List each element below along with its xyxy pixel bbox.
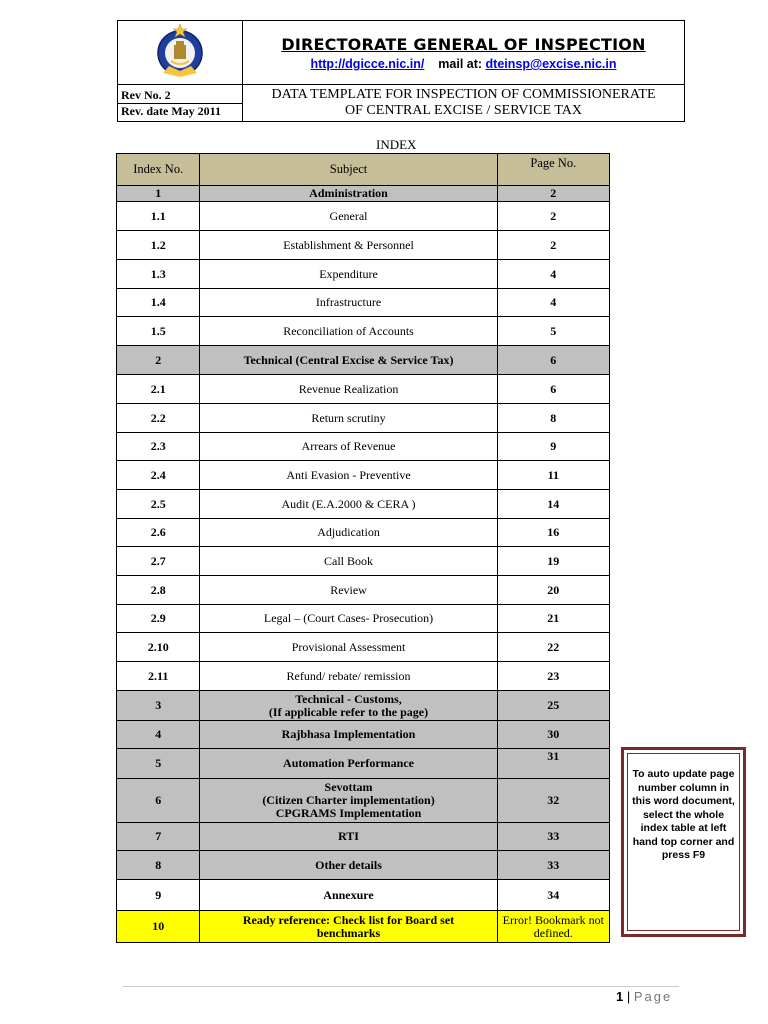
row-index: 2.5 — [117, 490, 200, 519]
row-page: 30 — [497, 721, 609, 749]
table-row — [117, 633, 610, 662]
table-row — [117, 576, 610, 605]
row-index: 2.6 — [117, 519, 200, 547]
table-header-row — [117, 154, 610, 186]
row-page: 20 — [497, 576, 609, 605]
row-page: 33 — [497, 851, 609, 880]
header-page-no: Page No. — [497, 154, 609, 186]
document-header — [117, 20, 685, 122]
row-index: 1.4 — [117, 289, 200, 317]
row-subject: Adjudication — [200, 519, 497, 547]
table-row — [117, 823, 610, 851]
row-index: 7 — [117, 823, 200, 851]
row-subject: Rajbhasa Implementation — [200, 721, 497, 749]
row-subject: Return scrutiny — [200, 404, 497, 433]
table-row — [117, 547, 610, 576]
row-page: 9 — [497, 433, 609, 461]
website-link[interactable]: http://dgicce.nic.in/ — [310, 57, 425, 71]
mail-label: mail at: — [438, 57, 483, 71]
row-index: 3 — [117, 691, 200, 721]
row-index: 1.5 — [117, 317, 200, 346]
template-title — [243, 85, 685, 122]
table-row — [117, 880, 610, 911]
row-page: Error! Bookmark not defined. — [497, 911, 609, 943]
index-heading: INDEX — [376, 137, 417, 152]
row-page: 2 — [497, 231, 609, 260]
row-index: 1.3 — [117, 260, 200, 289]
row-page: 5 — [497, 317, 609, 346]
revision-cell — [118, 85, 243, 122]
organization-title: DIRECTORATE GENERAL OF INSPECTION — [281, 35, 646, 54]
footer-separator: | — [626, 989, 631, 1004]
row-subject-line: Technical - Customs, — [295, 691, 402, 706]
row-subject: Reconciliation of Accounts — [200, 317, 497, 346]
index-table — [116, 153, 610, 943]
row-index: 8 — [117, 851, 200, 880]
table-row — [117, 691, 610, 721]
row-subject-line: (Citizen Charter implementation) — [262, 793, 435, 807]
row-page: 4 — [497, 289, 609, 317]
row-index: 2 — [117, 346, 200, 375]
instruction-note-text: To auto update page number column in this word document, select the whole index table at left hand top corner and press F9 — [627, 753, 740, 931]
row-subject: Expenditure — [200, 260, 497, 289]
table-row — [117, 779, 610, 823]
row-page: 22 — [497, 633, 609, 662]
row-subject: Annexure — [200, 880, 497, 911]
table-row — [117, 749, 610, 779]
row-subject: Technical (Central Excise & Service Tax) — [200, 346, 497, 375]
header-index-no: Index No. — [117, 154, 200, 186]
row-index: 9 — [117, 880, 200, 911]
row-page: 6 — [497, 375, 609, 404]
row-index: 2.11 — [117, 662, 200, 691]
table-row — [117, 911, 610, 943]
row-subject: Refund/ rebate/ remission — [200, 662, 497, 691]
row-page: 11 — [497, 461, 609, 490]
emblem-logo — [149, 21, 211, 79]
row-page: 31 — [497, 749, 609, 779]
row-index: 1.2 — [117, 231, 200, 260]
row-subject: Arrears of Revenue — [200, 433, 497, 461]
row-subject: Provisional Assessment — [200, 633, 497, 662]
row-subject: Other details — [200, 851, 497, 880]
row-subject: Automation Performance — [200, 749, 497, 779]
row-index: 4 — [117, 721, 200, 749]
row-subject: Call Book — [200, 547, 497, 576]
row-page: 4 — [497, 260, 609, 289]
row-index: 1.1 — [117, 202, 200, 231]
table-row — [117, 433, 610, 461]
row-subject: Audit (E.A.2000 & CERA ) — [200, 490, 497, 519]
revision-date: Rev. date May 2011 — [121, 103, 221, 118]
row-page: 25 — [497, 691, 609, 721]
table-row — [117, 260, 610, 289]
row-index: 2.7 — [117, 547, 200, 576]
table-row — [117, 375, 610, 404]
table-row — [117, 317, 610, 346]
row-subject-line: CPGRAMS Implementation — [275, 806, 422, 820]
row-subject: Anti Evasion - Preventive — [200, 461, 497, 490]
row-page: 16 — [497, 519, 609, 547]
row-index: 2.2 — [117, 404, 200, 433]
row-index: 2.8 — [117, 576, 200, 605]
page-number: 1 — [616, 989, 624, 1004]
instruction-note — [621, 747, 746, 937]
row-subject — [200, 779, 497, 823]
row-index: 2.1 — [117, 375, 200, 404]
row-page: 6 — [497, 346, 609, 375]
table-row — [117, 490, 610, 519]
row-page: 2 — [497, 202, 609, 231]
row-page: 2 — [497, 186, 609, 202]
row-index: 2.9 — [117, 605, 200, 633]
row-page: 8 — [497, 404, 609, 433]
row-subject-line: Sevottam — [324, 780, 373, 794]
row-subject: General — [200, 202, 497, 231]
row-page: 32 — [497, 779, 609, 823]
header-subject: Subject — [200, 154, 497, 186]
template-title-line2: OF CENTRAL EXCISE / SERVICE TAX — [345, 103, 582, 118]
row-subject: Revenue Realization — [200, 375, 497, 404]
logo-cell — [118, 21, 243, 85]
row-index: 10 — [117, 911, 200, 943]
table-row — [117, 346, 610, 375]
footer-divider — [123, 986, 679, 987]
row-index: 2.10 — [117, 633, 200, 662]
table-row — [117, 289, 610, 317]
row-page: 19 — [497, 547, 609, 576]
row-subject: Ready reference: Check list for Board set benchmarks — [200, 911, 497, 943]
row-subject: Review — [200, 576, 497, 605]
row-page: 33 — [497, 823, 609, 851]
revision-number: Rev No. 2 — [118, 88, 242, 104]
title-cell — [243, 21, 685, 85]
row-index: 1 — [117, 186, 200, 202]
row-index: 5 — [117, 749, 200, 779]
row-subject — [200, 691, 497, 721]
email-link[interactable]: dteinsp@excise.nic.in — [485, 57, 617, 71]
table-row — [117, 186, 610, 202]
row-page: 21 — [497, 605, 609, 633]
row-index: 6 — [117, 779, 200, 823]
table-row — [117, 202, 610, 231]
row-page: 34 — [497, 880, 609, 911]
row-page: 14 — [497, 490, 609, 519]
row-subject: Administration — [200, 186, 497, 202]
row-subject: Establishment & Personnel — [200, 231, 497, 260]
table-row — [117, 231, 610, 260]
table-row — [117, 851, 610, 880]
table-row — [117, 605, 610, 633]
template-title-line1: DATA TEMPLATE FOR INSPECTION OF COMMISSIONERATE — [271, 87, 656, 102]
row-subject: RTI — [200, 823, 497, 851]
table-row — [117, 662, 610, 691]
row-index: 2.4 — [117, 461, 200, 490]
row-index: 2.3 — [117, 433, 200, 461]
row-page: 23 — [497, 662, 609, 691]
table-row — [117, 721, 610, 749]
row-subject-line: (If applicable refer to the page) — [268, 704, 429, 719]
row-subject: Infrastructure — [200, 289, 497, 317]
table-row — [117, 404, 610, 433]
table-row — [117, 519, 610, 547]
page-word: Page — [633, 989, 673, 1004]
page-footer — [616, 989, 672, 1004]
row-subject: Legal – (Court Cases- Prosecution) — [200, 605, 497, 633]
contact-links — [243, 57, 684, 71]
table-row — [117, 461, 610, 490]
